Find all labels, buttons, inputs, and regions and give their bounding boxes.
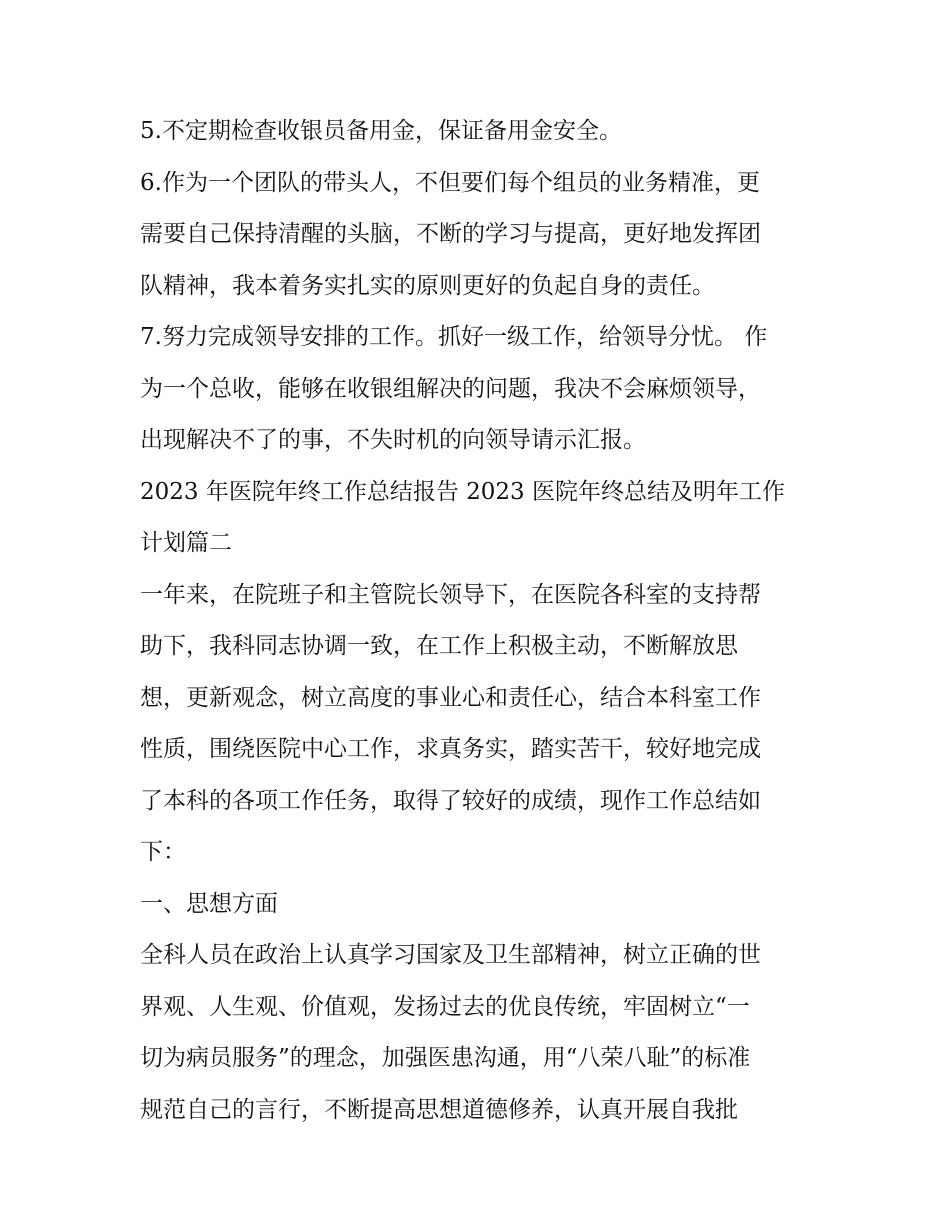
document-body [140,106,820,1136]
text-line: 助下，我科同志协调一致，在工作上积极主动，不断解放思 [140,633,738,659]
section-heading: 一、思想方面 [140,890,278,917]
text-line: 性质，围绕医院中心工作，求真务实，踏实苦干，较好地完成 [140,736,761,762]
text-line: 7.努力完成领导安排的工作。抓好一级工作，给领导分忧。 作 [140,324,768,350]
text-line: 切为病员服务”的理念，加强医患沟通，用“八荣八耻”的标准 [140,1045,751,1071]
text-line: 5.不定期检查收银员备用金，保证备用金安全。 [140,118,622,144]
text-line: 了本科的各项工作任务，取得了较好的成绩，现作工作总结如 [140,787,761,814]
text-line: 全科人员在政治上认真学习国家及卫生部精神，树立正确的世 [140,942,761,968]
text-line: 为一个总收，能够在收银组解决的问题，我决不会麻烦领导， [140,375,761,402]
text-line: 需要自己保持清醒的头脑，不断的学习与提高，更好地发挥团 [140,221,761,247]
section-title-line: 2023 年医院年终工作总结报告 2023 医院年终总结及明年工作 [140,478,785,505]
section-title-line: 计划篇二 [140,530,232,556]
text-line: 出现解决不了的事，不失时机的向领导请示汇报。 [140,427,646,453]
text-line: 规范自己的言行，不断提高思想道德修养，认真开展自我批 [140,1096,738,1123]
text-line: 想，更新观念，树立高度的事业心和责任心，结合本科室工作 [140,684,761,711]
text-line: 6.作为一个团队的带头人，不但要们每个组员的业务精准，更 [140,169,760,196]
text-line: 界观、人生观、价值观，发扬过去的优良传统，牢固树立“一 [140,993,750,1020]
text-line: 队精神，我本着务实扎实的原则更好的负起自身的责任。 [140,272,715,299]
text-line: 一年来，在院班子和主管院长领导下，在医院各科室的支持帮 [140,581,761,608]
text-line: 下： [140,839,186,865]
